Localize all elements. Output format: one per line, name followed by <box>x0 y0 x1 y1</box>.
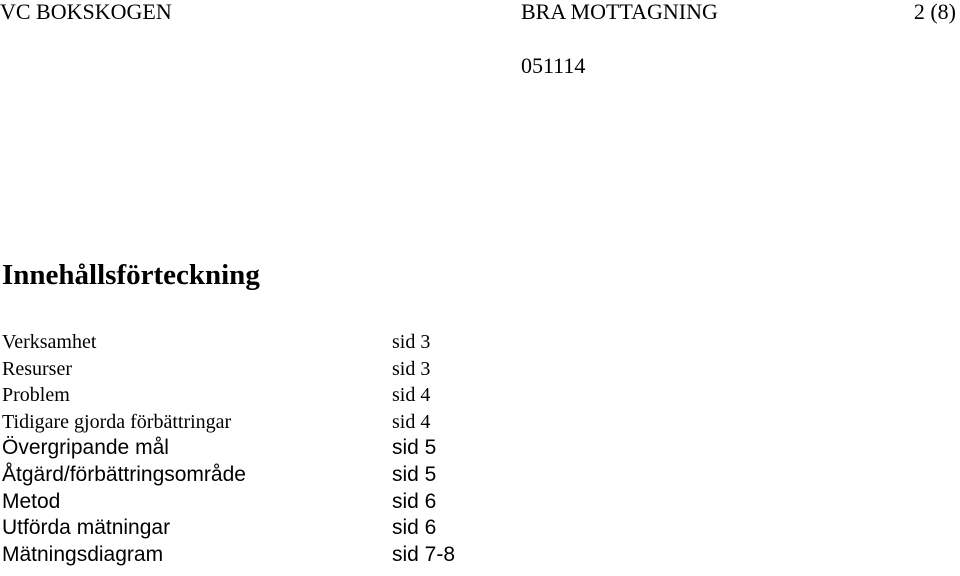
toc-item <box>2 330 702 357</box>
toc-item-label: Metod <box>2 489 61 513</box>
toc-item-page: sid 4 <box>392 410 431 433</box>
toc-item-page: sid 6 <box>392 489 437 513</box>
toc-item <box>2 357 702 384</box>
toc-item <box>2 516 702 543</box>
header-date: 051114 <box>521 53 586 78</box>
toc-item-label: Verksamhet <box>2 331 97 353</box>
toc-item-label: Övergripande mål <box>2 436 169 460</box>
toc-item-label: Mätningsdiagram <box>2 542 164 566</box>
toc-item <box>2 543 702 570</box>
toc-item-page: sid 3 <box>392 331 431 353</box>
toc-item <box>2 383 702 410</box>
table-of-contents <box>2 330 702 569</box>
toc-item-page: sid 6 <box>392 516 437 540</box>
toc-item-page: sid 7-8 <box>392 542 456 566</box>
toc-item <box>2 410 702 437</box>
toc-item-page: sid 3 <box>392 357 431 380</box>
toc-item-page: sid 4 <box>392 384 431 407</box>
toc-item <box>2 463 702 490</box>
header-project: BRA MOTTAGNING <box>521 0 718 24</box>
toc-item-page: sid 5 <box>392 462 437 486</box>
toc-item <box>2 436 702 463</box>
toc-item-label: Resurser <box>2 357 72 380</box>
toc-item-label: Tidigare gjorda förbättringar <box>2 410 232 433</box>
toc-item-label: Problem <box>2 384 70 407</box>
header-organization: VC BOKSKOGEN <box>0 0 172 24</box>
toc-item <box>2 490 702 517</box>
toc-item-label: Utförda mätningar <box>2 516 171 540</box>
toc-item-page: sid 5 <box>392 436 437 460</box>
toc-title: Innehållsförteckning <box>2 259 260 291</box>
header-page-number: 2 (8) <box>913 0 956 24</box>
toc-item-label: Åtgärd/förbättringsområde <box>2 462 246 486</box>
